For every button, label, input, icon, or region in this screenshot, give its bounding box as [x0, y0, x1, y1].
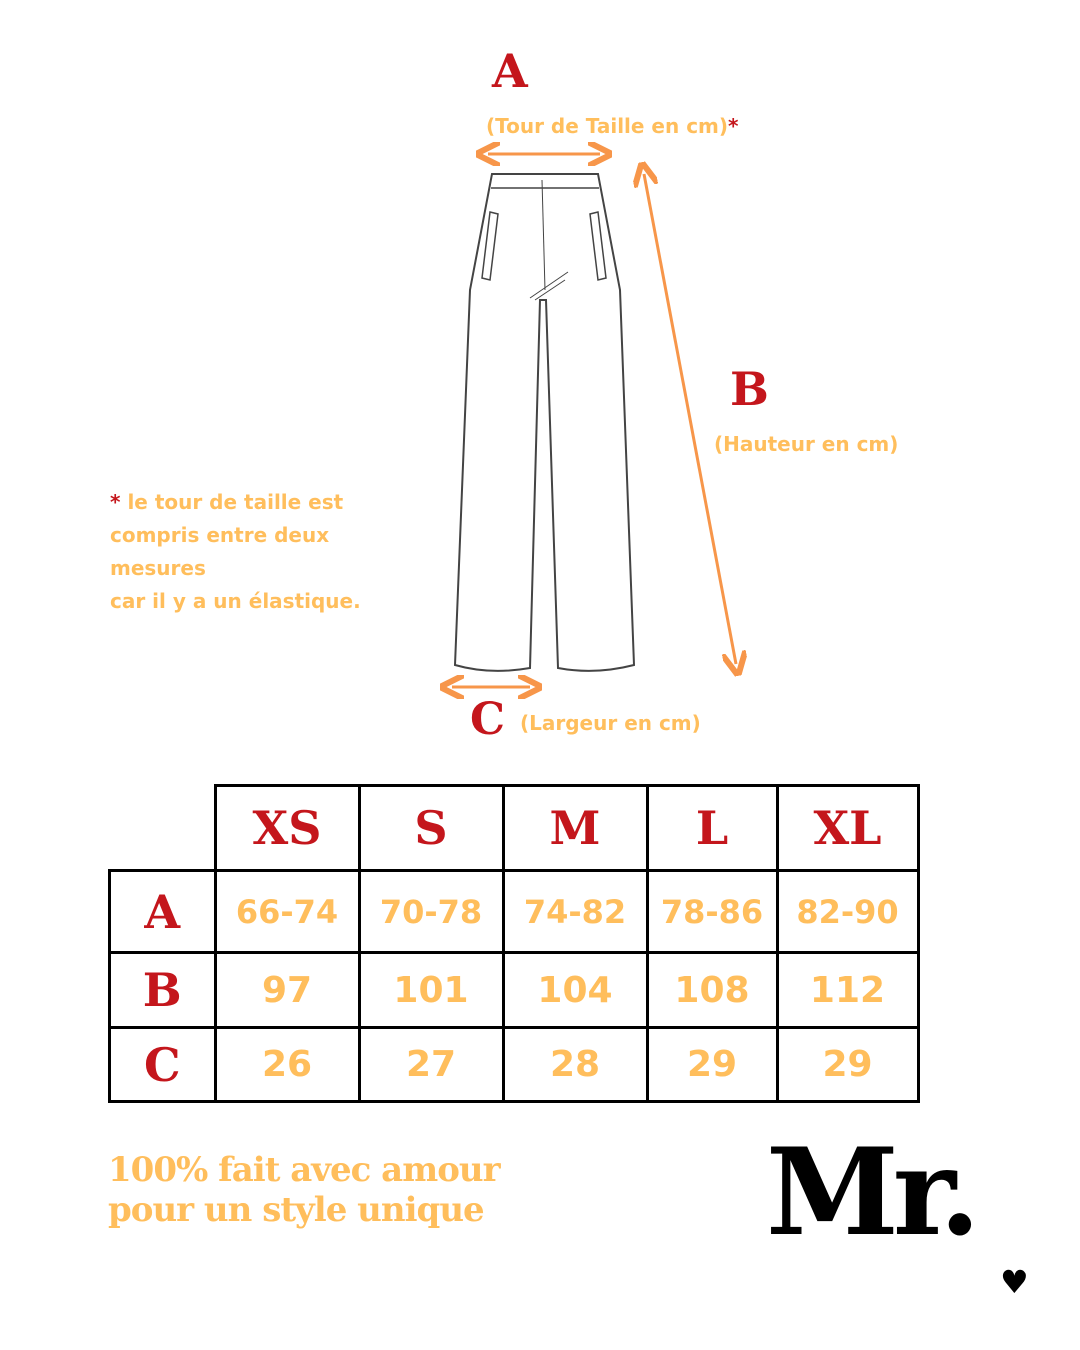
letter-a: A [492, 44, 528, 98]
table-cell: 28 [503, 1028, 647, 1102]
table-cell: 108 [647, 953, 777, 1028]
note-line: mesures [110, 556, 206, 580]
width-label: (Largeur en cm) [520, 711, 701, 735]
table-cell: 66-74 [215, 871, 359, 953]
brand-logo: Mr. [766, 1122, 975, 1263]
size-header: L [647, 786, 777, 871]
tagline-line: pour un style unique [108, 1190, 484, 1230]
pants-outline [455, 174, 634, 671]
corner-cell [110, 786, 216, 871]
size-table [108, 784, 920, 1103]
table-row [110, 1028, 919, 1102]
waist-label [486, 114, 739, 138]
size-header: S [359, 786, 503, 871]
waist-asterisk: * [728, 114, 739, 138]
table-cell: 82-90 [777, 871, 918, 953]
note-line: compris entre deux [110, 523, 330, 547]
table-cell: 27 [359, 1028, 503, 1102]
size-header-row [110, 786, 919, 871]
table-cell: 78-86 [647, 871, 777, 953]
height-arrow [644, 174, 736, 664]
heart-icon: ♥ [1000, 1263, 1029, 1301]
letter-c: C [470, 694, 506, 745]
table-cell: 74-82 [503, 871, 647, 953]
size-header: M [503, 786, 647, 871]
note-asterisk: * [110, 490, 121, 514]
table-cell: 101 [359, 953, 503, 1028]
table-cell: 29 [777, 1028, 918, 1102]
note-line: le tour de taille est [127, 490, 344, 514]
size-header: XL [777, 786, 918, 871]
table-cell: 29 [647, 1028, 777, 1102]
letter-b: B [730, 362, 769, 416]
row-label: A [110, 871, 216, 953]
size-header: XS [215, 786, 359, 871]
table-cell: 104 [503, 953, 647, 1028]
tagline-line: 100% fait avec amour [108, 1150, 500, 1190]
height-label: (Hauteur en cm) [714, 432, 899, 456]
note-line: car il y a un élastique. [110, 589, 361, 613]
table-cell: 97 [215, 953, 359, 1028]
table-row [110, 871, 919, 953]
row-label: B [110, 953, 216, 1028]
row-label: C [110, 1028, 216, 1102]
waist-note [110, 486, 361, 618]
table-cell: 70-78 [359, 871, 503, 953]
table-cell: 112 [777, 953, 918, 1028]
waist-label-text: (Tour de Taille en cm) [486, 114, 729, 138]
table-cell: 26 [215, 1028, 359, 1102]
table-row [110, 953, 919, 1028]
footer-tagline [108, 1150, 500, 1230]
